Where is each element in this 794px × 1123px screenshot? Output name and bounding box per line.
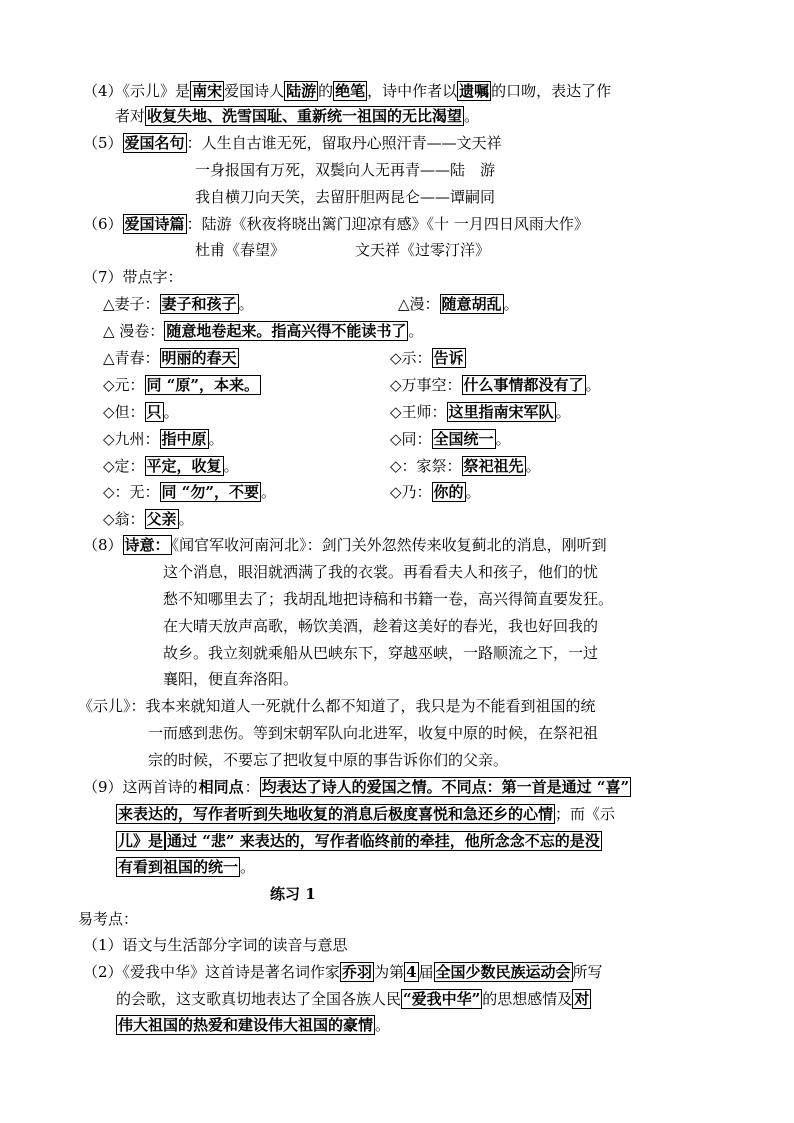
gloss-value: 指中原 [161, 430, 207, 448]
key-term: 通过 “悲” 来表达的，写作者临终前的牵挂，他所念念不忘的是没 [167, 832, 600, 850]
paragraph-line: 《闻官军收河南河北》：剑门关外忽然传来收复蓟北的消息，刚听到 [171, 536, 607, 554]
gloss-value: 同 “勿”，不要 [161, 483, 260, 501]
exercise-point-1: （1）语文与生活部分字词的读音与意思 [83, 936, 348, 954]
key-term: 爱国名句 [124, 134, 185, 152]
item-number: （5） [83, 134, 123, 152]
text: （2）《爱我中华》这首诗是著名词作家 [83, 963, 341, 981]
gloss-value: 什么事情都没有了 [463, 376, 584, 394]
gloss-value: 同 “原”，本来。 [146, 376, 260, 394]
key-term: 有看到祖国的统一 [118, 858, 239, 876]
key-term: 陆游 [286, 82, 317, 100]
quote-line: ：人生自古谁无死，留取丹心照汗青——文天祥 [186, 134, 502, 152]
text: ： [244, 778, 260, 796]
text: 杜甫《春望》 [195, 241, 286, 259]
key-term: 均表达了诗人的爱国之情。不同点：第一首是通过 “喜” [261, 778, 630, 796]
item-9-line-4 [116, 855, 255, 879]
text: ；而《示 [555, 805, 616, 823]
key-term: 绝笔 [335, 82, 366, 100]
item-5-line-2 [195, 158, 495, 182]
key-term: 南宋 [192, 82, 223, 100]
paragraph-line: 愁不知哪里去了；我胡乱地把诗稿和书籍一卷，高兴得简直要发狂。 [163, 590, 614, 608]
key-term: 爱国诗篇 [124, 215, 185, 233]
key-term: 收复失地、洗雪国耻、重新统一祖国的无比渴望 [147, 107, 463, 125]
text: 。 [240, 858, 256, 876]
item-9-line-3 [116, 829, 602, 853]
exercise-point-2-line-1 [83, 960, 603, 984]
item-6-line-2b [355, 238, 490, 262]
text: 为第 [374, 963, 405, 981]
gloss-item: ◇定： 平定，收复 。 [103, 457, 239, 475]
key-term: 乔羽 [342, 963, 373, 981]
key-term: 对 [574, 990, 590, 1008]
text: ，诗中作者以 [367, 82, 458, 100]
key-points-label: 易考点： [78, 910, 139, 928]
key-term: “爱我中华” [403, 990, 481, 1008]
item-number: （6） [83, 215, 123, 233]
key-term: 来表达的，写作者听到失地收复的消息后极度喜悦和急还乡的心情 [118, 805, 554, 823]
section-title: 练习 1 [270, 885, 316, 903]
exercise-point-2-line-2 [116, 987, 591, 1011]
gloss-value: 明丽的春天 [161, 349, 237, 367]
paragraph-line: 一而感到悲伤。等到宋朝军队向北进军，收复中原的时候，在祭祀祖 [148, 724, 599, 742]
gloss-item: ◇同： 全国统一 。 [390, 430, 511, 448]
gloss-item: ◇翁： 父亲 。 [103, 510, 194, 528]
gloss-item: ◇乃： 你的 。 [390, 483, 481, 501]
gloss-value: 妻子和孩子 [161, 295, 237, 313]
item-7-head [83, 265, 183, 289]
gloss-item: ◇：无： 同 “勿”，不要 。 [103, 483, 277, 501]
item-number: （9） [83, 778, 123, 796]
gloss-value: 平定，收复 [146, 457, 222, 475]
gloss-value: 随意胡乱 [441, 295, 502, 313]
text: ：陆游《秋夜将晓出篱门迎凉有感》《十 一月四日风雨大作》 [186, 215, 589, 233]
gloss-value: 这里指南宋军队 [448, 403, 554, 421]
paragraph-line: 在大晴天放声高歌，畅饮美酒，趁着这美好的春光，我也好回我的 [163, 617, 599, 635]
quote-line: 一身报国有万死，双鬓向人无再青——陆 游 [195, 161, 496, 179]
gloss-value: 父亲 [146, 510, 177, 528]
item-4-line-1 [83, 79, 611, 103]
gloss-item: ◇示： 告诉 [390, 349, 464, 367]
gloss-item: ◇九州： 指中原 。 [103, 430, 224, 448]
text: 这两首诗的 [122, 778, 198, 796]
key-term: 儿》是 [118, 832, 164, 850]
gloss-value: 告诉 [433, 349, 464, 367]
key-term: 遗嘱 [459, 82, 490, 100]
gloss-item: △青春： 明丽的春天 [103, 349, 237, 367]
item-5-line-1 [83, 131, 502, 155]
gloss-item: △ 漫卷： 随意地卷起来。指高兴得不能读书了 。 [103, 322, 424, 340]
text: 的 [318, 82, 334, 100]
key-term: 4 [406, 963, 417, 981]
paragraph-line: 《示儿》：我本来就知道人一死就什么都不知道了，我只是为不能看到祖国的统 [78, 697, 596, 715]
item-number: （4） [83, 82, 123, 100]
item-9-line-2 [116, 802, 615, 826]
paragraph-line: 襄阳，便直奔洛阳。 [163, 670, 299, 688]
gloss-item: △漫： 随意胡乱 。 [398, 295, 519, 313]
gloss-item: ◇元： 同 “原”，本来。 [103, 376, 260, 394]
key-term: 相同点 [198, 778, 244, 796]
gloss-item: ◇王师： 这里指南宋军队 。 [390, 403, 571, 421]
text: 所写 [572, 963, 603, 981]
exercise-point-2-line-3 [116, 1013, 390, 1037]
text: （7）带点字： [83, 268, 183, 286]
key-term: 伟大祖国的热爱和建设伟大祖国的豪情 [118, 1016, 374, 1034]
text: 。 [464, 107, 480, 125]
item-number: （8） [83, 536, 123, 554]
paragraph-line: 这个消息，眼泪就洒满了我的衣裳。再看看夫人和孩子，他们的忧 [163, 563, 599, 581]
item-8-line-1 [83, 533, 607, 557]
text: 的思想感情及 [482, 990, 573, 1008]
gloss-item: ◇万事空： 什么事情都没有了 。 [390, 376, 601, 394]
gloss-value: 你的 [433, 483, 464, 501]
text: 。 [375, 1016, 391, 1034]
text: 届 [418, 963, 434, 981]
gloss-item: ◇：家祭： 祭祀祖先 。 [390, 457, 541, 475]
gloss-item: ◇但： 只 。 [103, 403, 179, 421]
item-4-line-2 [115, 104, 479, 128]
paragraph-line: 故乡。我立刻就乘船从巴峡东下，穿越巫峡，一路顺流之下，一过 [163, 644, 599, 662]
text: 的会歌，这支歌真切地表达了全国各族人民 [116, 990, 402, 1008]
text: 的口吻，表达了作 [491, 82, 612, 100]
text: 者对 [115, 107, 146, 125]
gloss-value: 祭祀祖先 [463, 457, 524, 475]
text: 《示儿》是 [122, 82, 191, 100]
gloss-value: 随意地卷起来。指高兴得不能读书了 [166, 322, 407, 340]
key-term: 全国少数民族运动会 [435, 963, 571, 981]
item-6-line-1 [83, 212, 589, 236]
gloss-value: 全国统一 [433, 430, 494, 448]
item-6-line-2a [195, 238, 285, 262]
quote-line: 我自横刀向天笑，去留肝胆两昆仑——谭嗣同 [195, 188, 496, 206]
item-9-line-1 [83, 775, 631, 799]
text: 文天祥《过零汀洋》 [355, 241, 491, 259]
gloss-value: 只 [146, 403, 162, 421]
paragraph-line: 宗的时候，不要忘了把收复中原的事告诉你们的父亲。 [148, 751, 509, 769]
item-5-line-3 [195, 185, 495, 209]
key-term: 诗意： [124, 536, 170, 554]
text: 爱国诗人 [224, 82, 285, 100]
gloss-item: △妻子： 妻子和孩子 。 [103, 295, 254, 313]
